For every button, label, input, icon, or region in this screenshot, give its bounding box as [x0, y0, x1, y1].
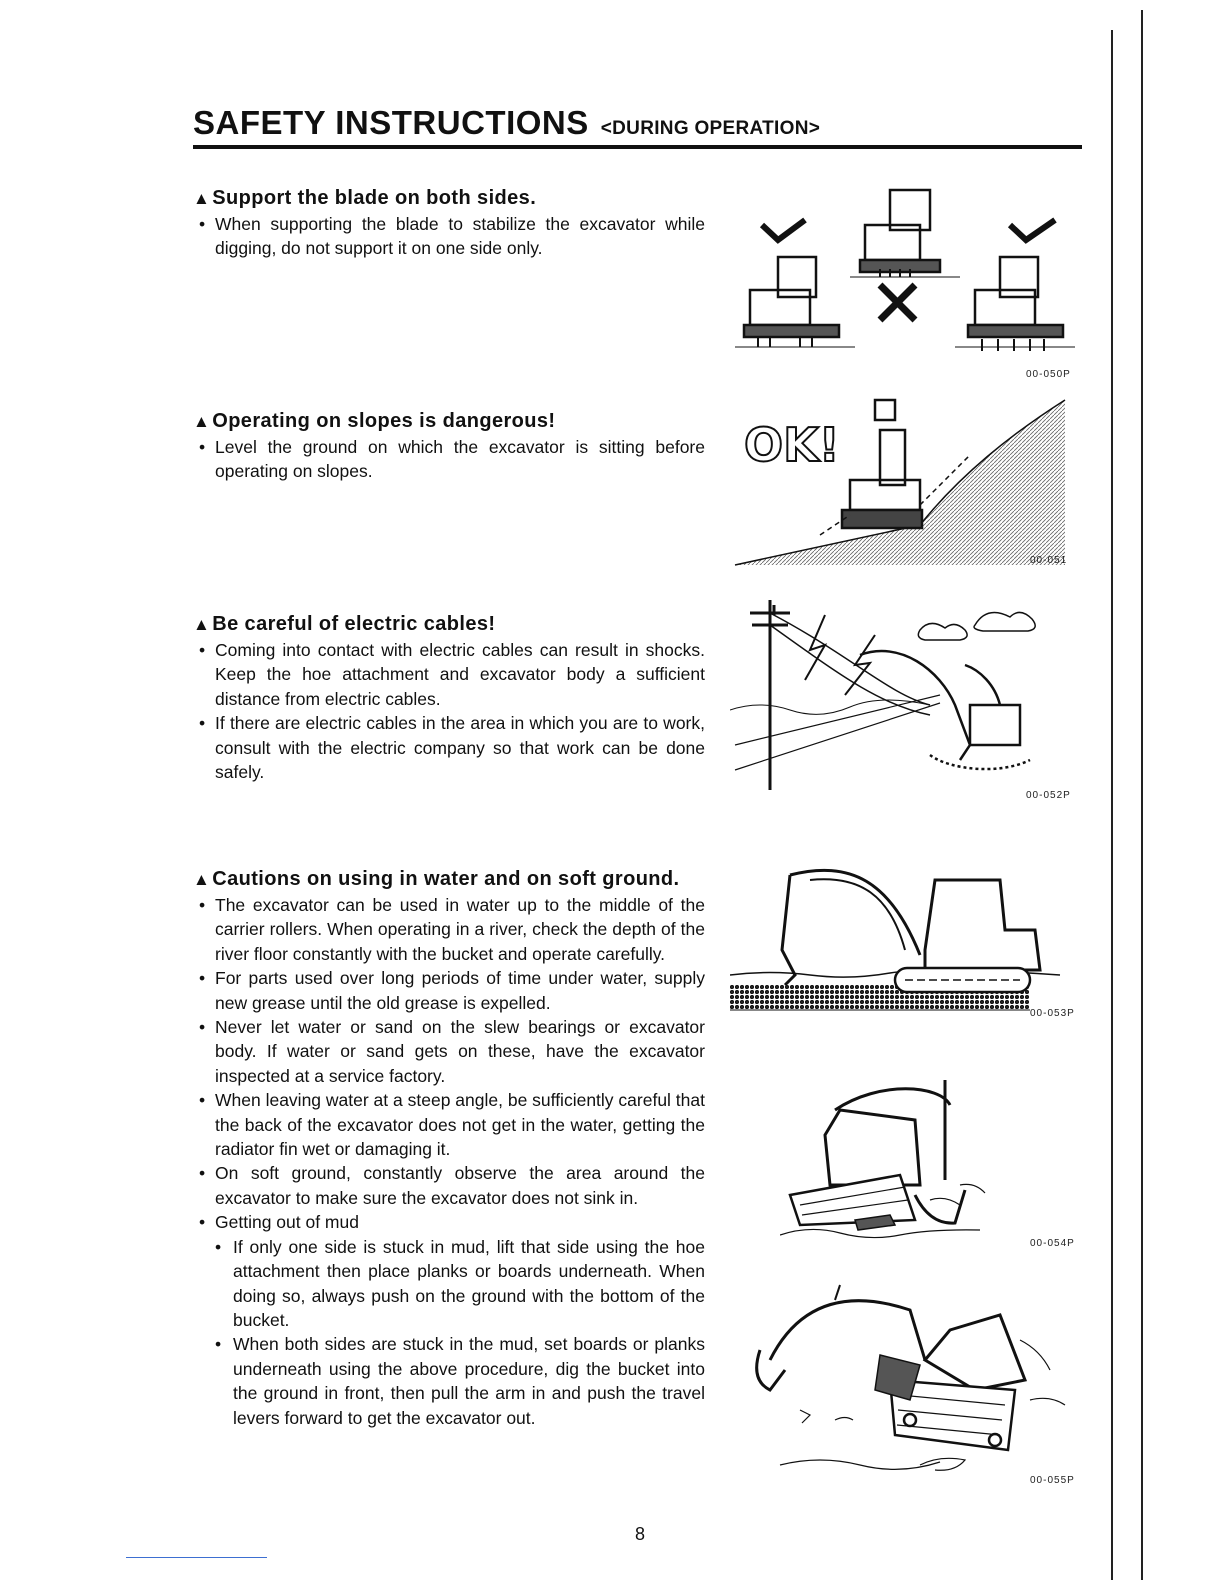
- mud-both-sides-illustration: [740, 1270, 1080, 1490]
- figure-code: 00-055P: [1030, 1475, 1075, 1486]
- page-title: [193, 104, 820, 142]
- bullet-item: • Never let water or sand on the slew bearings or excavator body. If water or sand gets on these, have the excavator inspected at a service factory.: [193, 1015, 705, 1088]
- section-heading: ▲ Operating on slopes is dangerous!: [193, 410, 556, 432]
- figure-code: 00-054P: [1030, 1238, 1075, 1249]
- figure-code: 00-051: [1030, 555, 1068, 566]
- slope-illustration: [730, 395, 1075, 580]
- warning-icon: ▲: [193, 870, 211, 889]
- bullet-list: [193, 212, 705, 261]
- section-heading: ▲ Support the blade on both sides.: [193, 187, 537, 209]
- sub-bullet-item: • If only one side is stuck in mud, lift that side using the hoe attachment then place planks or boards underneath. When doing so, always push on the ground with the bottom of the bucket.: [213, 1235, 705, 1333]
- figure-code: 00-053P: [1030, 1008, 1075, 1019]
- blade-support-illustration: [730, 185, 1080, 380]
- page-edge-line: [1111, 30, 1113, 1580]
- bullet-item: • Coming into contact with electric cables can result in shocks. Keep the hoe attachment and excavator body a sufficient distance from electric cables.: [193, 638, 705, 711]
- section-electric-cables: [193, 611, 705, 784]
- figure-code: 00-052P: [1026, 790, 1071, 801]
- section-heading: ▲ Cautions on using in water and on soft ground.: [193, 868, 680, 890]
- section-slopes: [193, 408, 705, 484]
- bullet-item: • On soft ground, constantly observe the area around the excavator to make sure the excavator does not sink in.: [193, 1161, 705, 1210]
- figure-code: 00-050P: [1026, 369, 1071, 380]
- sub-bullet-item: • When both sides are stuck in the mud, set boards or planks underneath using the above procedure, dig the bucket into the ground in front, then pull the arm in and push the travel levers forward to get the excavator out.: [213, 1332, 705, 1430]
- bullet-item: • If there are electric cables in the area in which you are to work, consult with the electric company so that work can be done safely.: [193, 711, 705, 784]
- bullet-item: • When supporting the blade to stabilize the excavator while digging, do not support it on one side only.: [193, 212, 705, 261]
- bullet-item: • Level the ground on which the excavator is sitting before operating on slopes.: [193, 435, 705, 484]
- bullet-item: • Getting out of mud: [193, 1210, 705, 1234]
- warning-icon: ▲: [193, 189, 211, 208]
- ok-label-text: OK!: [744, 418, 840, 472]
- section-blade-support: [193, 185, 705, 261]
- warning-icon: ▲: [193, 412, 211, 431]
- ok-label: [740, 411, 850, 481]
- water-operation-illustration: [730, 840, 1080, 1020]
- bullet-list: [193, 638, 705, 784]
- page-number: 8: [634, 1524, 645, 1544]
- page-title-text: SAFETY INSTRUCTIONS: [193, 104, 589, 141]
- electric-cable-illustration: [730, 595, 1075, 801]
- section-heading: ▲ Be careful of electric cables!: [193, 613, 496, 635]
- warning-icon: ▲: [193, 615, 211, 634]
- footer-line: [126, 1557, 267, 1558]
- page-edge-line: [1141, 10, 1143, 1580]
- bullet-item: • When leaving water at a steep angle, be sufficiently careful that the back of the excavator does not get in the water, getting the radiator fin wet or damaging it.: [193, 1088, 705, 1161]
- bullet-list: [193, 893, 705, 1235]
- title-underline: [193, 145, 1082, 149]
- sub-bullet-list: [213, 1235, 705, 1430]
- section-water-soft-ground: [193, 866, 705, 1430]
- page-subtitle: <DURING OPERATION>: [600, 118, 821, 139]
- bullet-item: • For parts used over long periods of time under water, supply new grease until the old grease is expelled.: [193, 966, 705, 1015]
- bullet-list: [193, 435, 705, 484]
- mud-one-side-illustration: [780, 1075, 1075, 1255]
- bullet-item: • The excavator can be used in water up to the middle of the carrier rollers. When operating in a river, check the depth of the river floor constantly with the bucket and operate carefully.: [193, 893, 705, 966]
